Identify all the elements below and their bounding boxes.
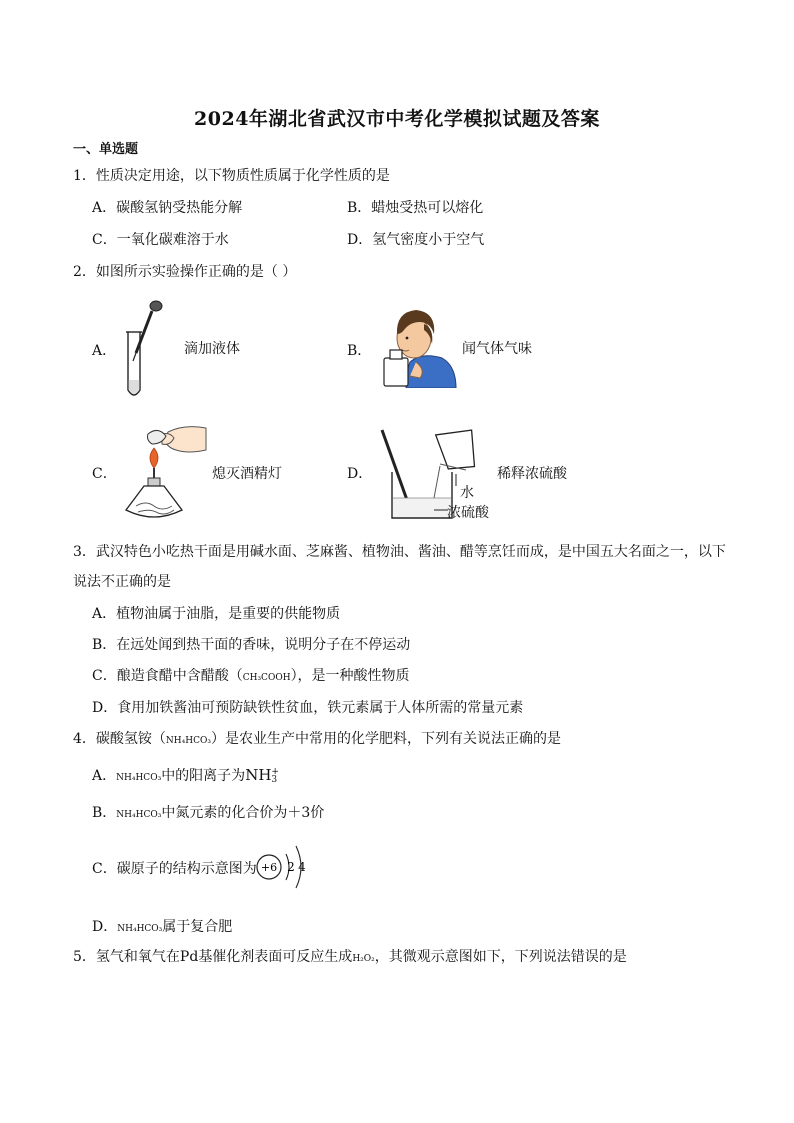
question-5-stem-text-middle: 基催化剂表面可反应生成: [198, 949, 353, 965]
question-4-stem-text-before: 4．碳酸氢铵（: [73, 731, 166, 747]
question-4-option-b: [92, 802, 324, 822]
question-1-option-c: C．一氧化碳难溶于水: [92, 232, 229, 248]
question-5-stem-formula: H₂O₂: [352, 954, 375, 964]
question-4-option-d-formula: NH₄HCO₃: [117, 924, 163, 934]
question-1-option-b: B．蜡烛受热可以熔化: [347, 200, 484, 216]
question-3-option-d: D．食用加铁酱油可预防缺铁性贫血，铁元素属于人体所需的常量元素: [92, 700, 524, 716]
question-1-option-d: D．氢气密度小于空气: [347, 232, 485, 248]
question-4-option-d-letter: D．: [92, 919, 118, 935]
question-2-option-a-letter: A．: [92, 343, 117, 359]
carbon-shell-2-electrons: 4: [298, 860, 306, 874]
question-4-option-a-ion-charge: +: [271, 767, 279, 777]
question-2-option-d-caption: 稀释浓硫酸: [497, 466, 567, 482]
page-title: 2024年湖北省武汉市中考化学模拟试题及答案: [194, 108, 600, 130]
question-2-option-b-caption: 闻气体气味: [462, 341, 532, 357]
question-4-option-b-letter: B．: [92, 805, 117, 821]
question-5-stem-text-after: ，其微观示意图如下，下列说法错误的是: [374, 949, 627, 965]
question-4-option-c-text: C．碳原子的结构示意图为: [92, 861, 257, 877]
question-2-stem: 2．如图所示实验操作正确的是（ ）: [73, 264, 297, 280]
section-heading: 一、单选题: [73, 142, 139, 157]
carbon-nucleus-charge: +6: [260, 861, 278, 874]
question-3-option-c: [92, 665, 410, 685]
question-2-option-c-letter: C．: [92, 466, 117, 482]
question-3-option-c-text-after: ），是一种酸性物质: [290, 668, 410, 684]
question-4-option-d-text: 属于复合肥: [162, 919, 233, 935]
question-3-option-c-text-before: C．酿造食醋中含醋酸（: [92, 668, 243, 684]
question-4-option-a-ion-symbol: NH: [245, 766, 272, 784]
question-2-option-d-letter: D．: [347, 466, 373, 482]
alcohol-lamp-figure: [118, 420, 208, 528]
dropper-test-tube-figure: [118, 298, 168, 402]
question-4-option-a-text: 中的阳离子为: [161, 768, 246, 784]
question-2-option-d-acid-label: 浓硫酸: [447, 505, 489, 521]
question-1-option-a: A．碳酸氢钠受热能分解: [92, 200, 243, 216]
question-2-option-c-caption: 熄灭酒精灯: [212, 466, 282, 482]
carbon-atom-structure-figure: [254, 838, 314, 896]
question-4-option-b-formula: NH₄HCO₃: [116, 810, 162, 820]
question-2-option-a-caption: 滴加液体: [184, 341, 240, 357]
question-4-stem-text-after: ）是农业生产中常用的化学肥料，下列有关说法正确的是: [210, 731, 561, 747]
question-4-option-a-ion-subscript: 3: [271, 775, 278, 785]
question-5-stem-pd: Pd: [179, 949, 199, 965]
question-5-stem: [73, 946, 627, 966]
question-4-option-b-text: 中氮元素的化合价为＋3价: [161, 805, 325, 821]
question-2-option-b-letter: B．: [347, 343, 372, 359]
question-4-option-a-formula: NH₄HCO₃: [116, 773, 162, 783]
question-3-option-b: B．在远处闻到热干面的香味，说明分子在不停运动: [92, 637, 411, 653]
boy-smelling-gas-figure: [380, 300, 460, 388]
question-3-stem-line1: 3．武汉特色小吃热干面是用碱水面、芝麻酱、植物油、酱油、醋等烹饪而成，是中国五大名面之一，以下: [73, 544, 726, 560]
question-4-option-a-ion: [245, 766, 279, 784]
question-1-stem: 1．性质决定用途，以下物质性质属于化学性质的是: [73, 168, 390, 184]
question-3-stem-line2: 说法不正确的是: [73, 574, 171, 590]
question-4-option-a: [92, 765, 279, 785]
question-5-stem-text-before: 5．氢气和氧气在: [73, 949, 180, 965]
question-4-stem-formula: NH₄HCO₃: [165, 736, 211, 746]
question-3-option-a: A．植物油属于油脂，是重要的供能物质: [92, 606, 341, 622]
question-4-option-a-letter: A．: [92, 768, 117, 784]
question-4-option-d: [92, 916, 232, 936]
question-2-option-d-water-label: 水: [460, 485, 474, 501]
carbon-shell-1-electrons: 2: [287, 860, 295, 874]
question-4-stem: [73, 728, 561, 748]
question-3-option-c-formula: CH₃COOH: [242, 673, 291, 683]
question-4-option-a-ion-scripts: [271, 768, 279, 784]
